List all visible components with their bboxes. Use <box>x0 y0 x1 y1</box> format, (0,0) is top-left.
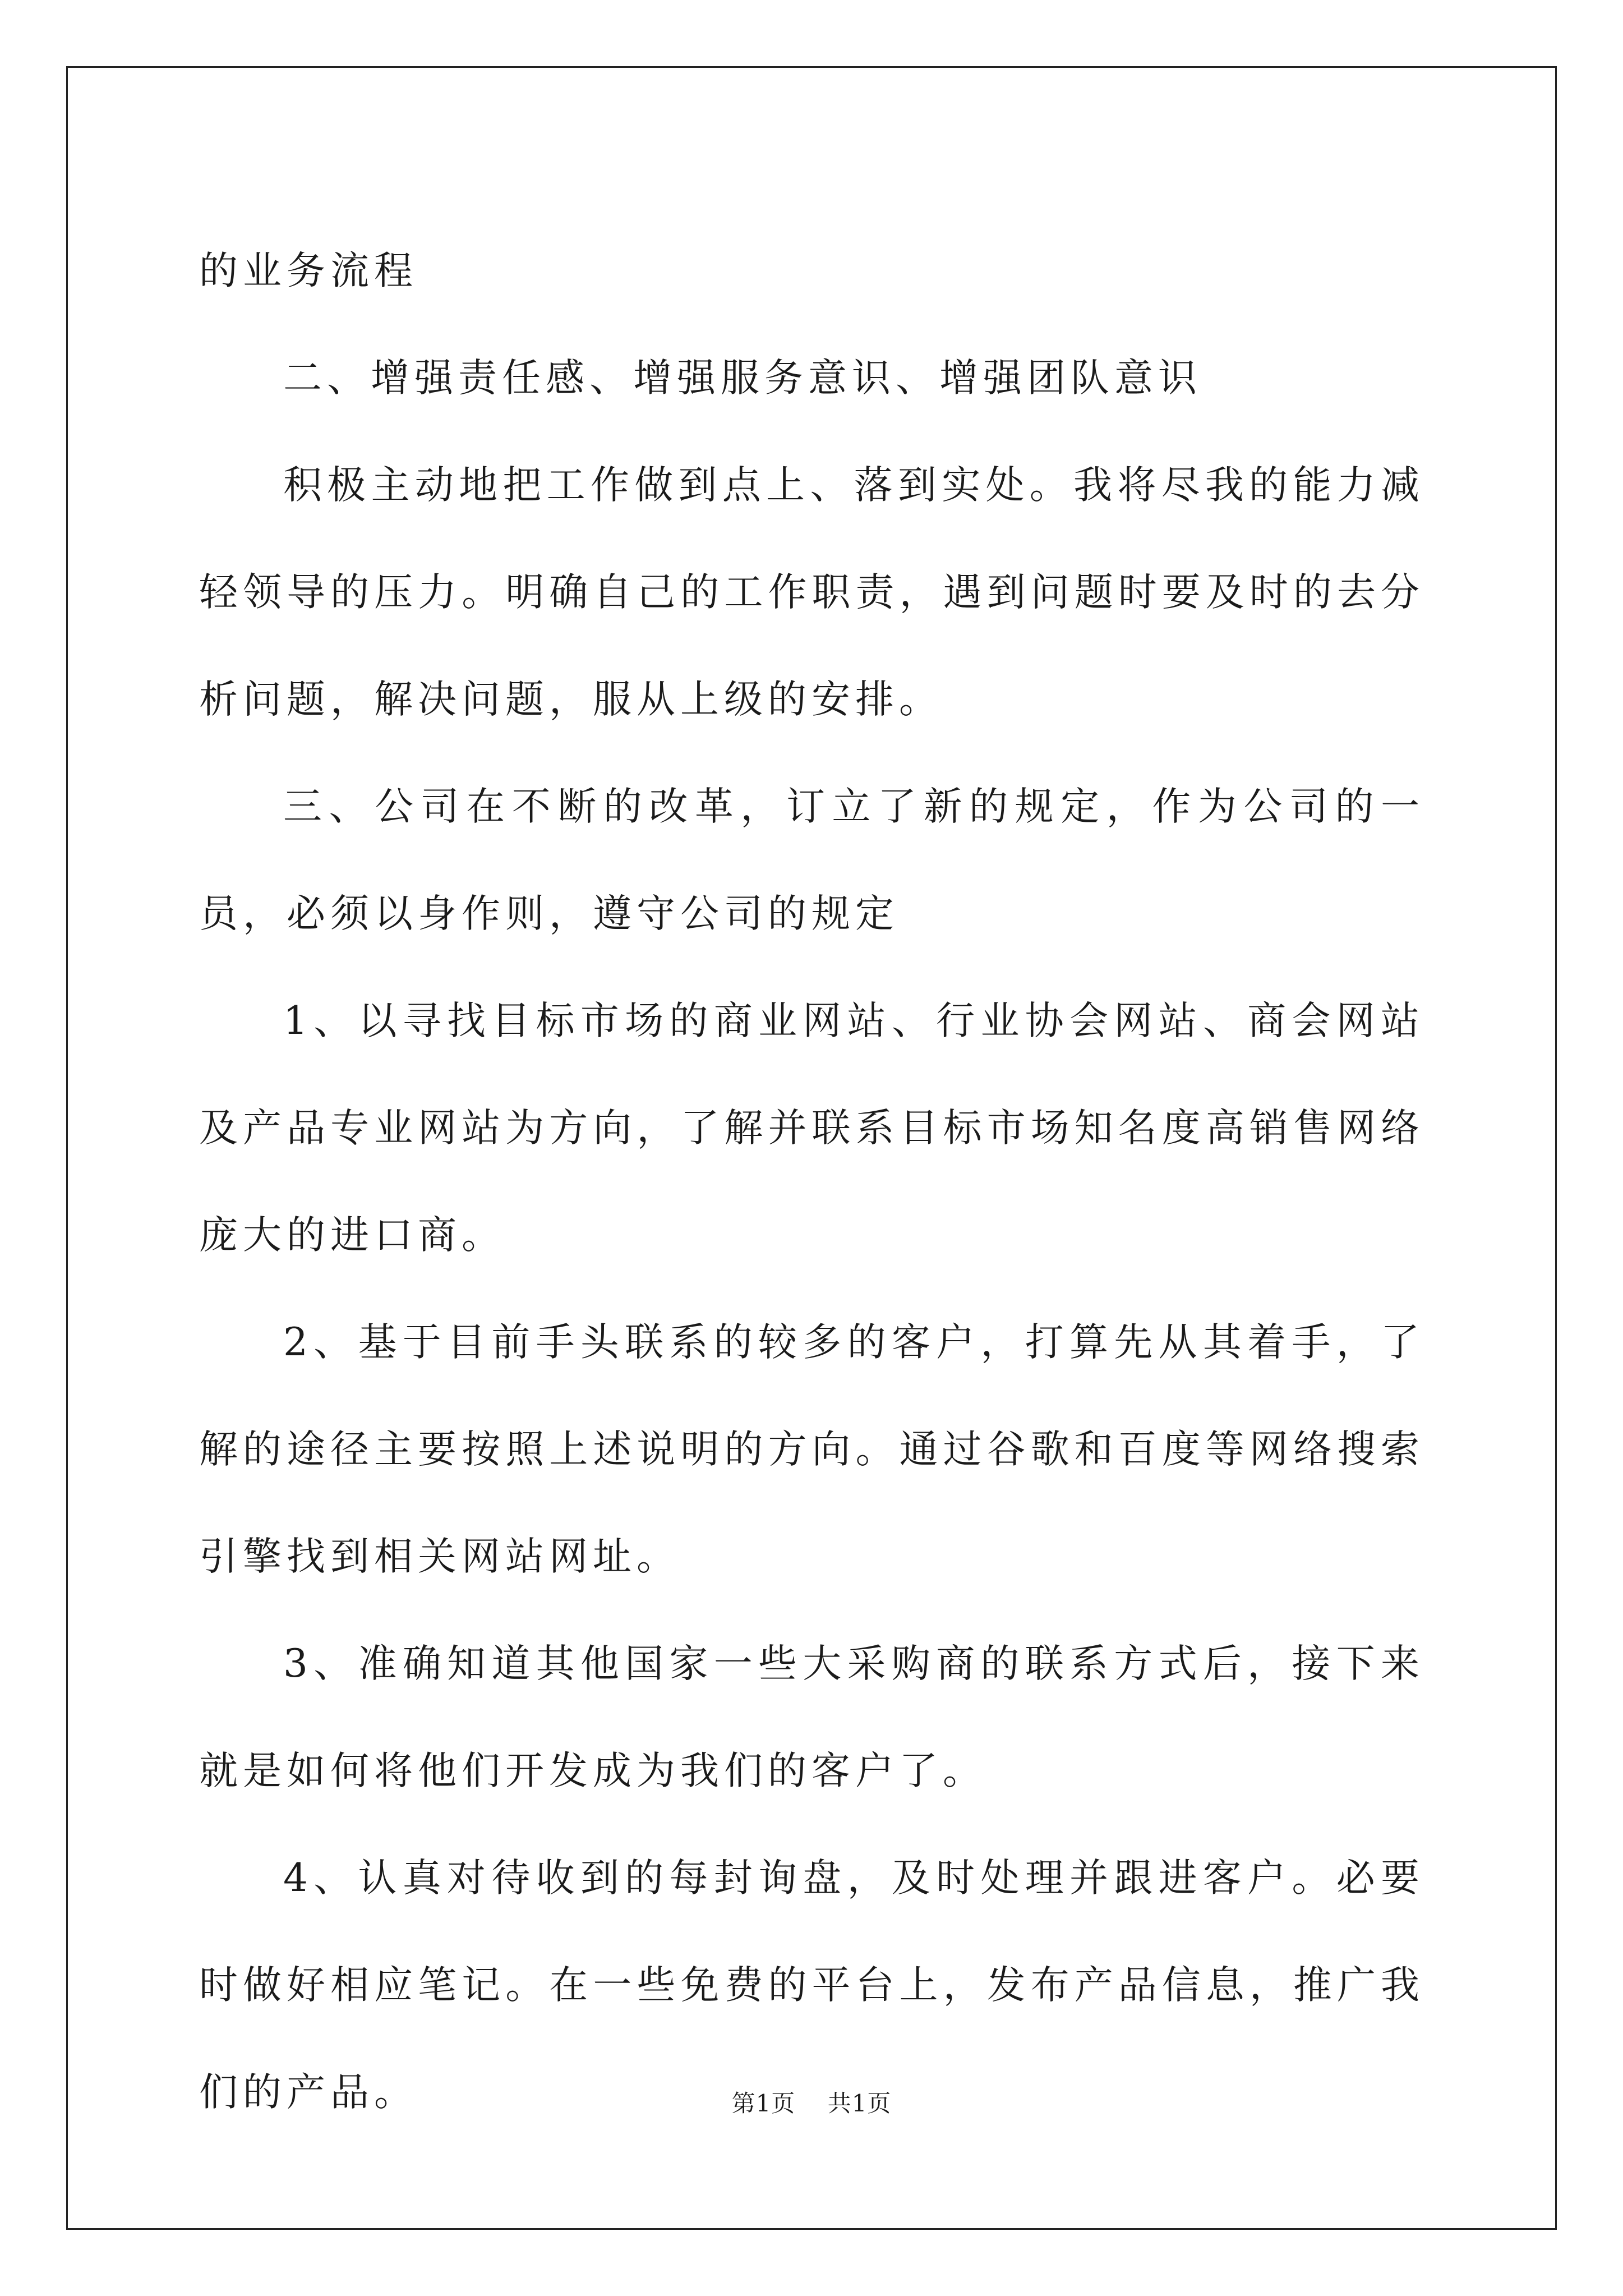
page-footer <box>0 2088 1623 2119</box>
paragraph-item-3: 3、准确知道其他国家一些大采购商的联系方式后，接下来就是如何将他们开发成为我们的客户了。 <box>199 1641 1424 1793</box>
footer-spacer <box>795 2090 827 2117</box>
paragraph-heading-two: 二、增强责任感、增强服务意识、增强团队意识 <box>283 356 1202 401</box>
document-body <box>199 218 1424 2146</box>
paragraph-item-4: 4、认真对待收到的每封询盘，及时处理并跟进客户。必要时做好相应笔记。在一些免费的平台上，发布产品信息，推广我们的产品。 <box>199 1856 1424 2115</box>
paragraph-heading-three: 三、公司在不断的改革，订立了新的规定，作为公司的一员，必须以身作则，遵守公司的规定 <box>199 784 1424 936</box>
paragraph-continuation: 的业务流程 <box>199 249 418 293</box>
paragraph-item-2: 2、基于目前手头联系的较多的客户，打算先从其着手，了解的途径主要按照上述说明的方向。通过谷歌和百度等网络搜索引擎找到相关网站网址。 <box>199 1320 1424 1579</box>
page-total: 共1页 <box>827 2090 892 2117</box>
paragraph-proactive-work: 积极主动地把工作做到点上、落到实处。我将尽我的能力减轻领导的压力。明确自己的工作职责，遇到问题时要及时的去分析问题，解决问题，服从上级的安排。 <box>199 463 1424 722</box>
page-number: 第1页 <box>731 2090 796 2117</box>
paragraph-item-1: 1、以寻找目标市场的商业网站、行业协会网站、商会网站及产品专业网站为方向，了解并联系目标市场知名度高销售网络庞大的进口商。 <box>199 999 1424 1258</box>
